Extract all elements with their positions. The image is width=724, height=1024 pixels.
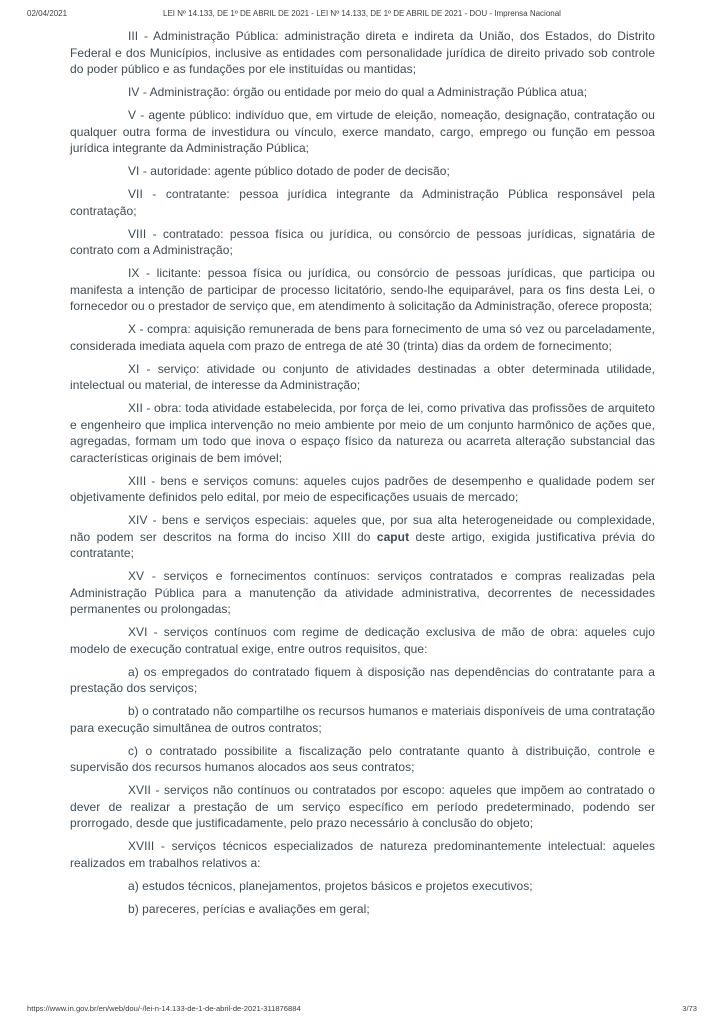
paragraph-text: b) o contratado não compartilhe os recursos humanos e materiais disponíveis de uma contratação para execução simultânea de outros contratos; <box>70 704 655 735</box>
paragraph <box>70 878 655 895</box>
paragraph <box>70 838 655 871</box>
paragraph-text: IV - Administração: órgão ou entidade por meio do qual a Administração Pública atua; <box>128 85 588 99</box>
paragraph <box>70 226 655 259</box>
paragraph-text: VIII - contratado: pessoa física ou jurídica, ou consórcio de pessoas jurídicas, signatária de contrato com a Administração; <box>70 226 655 257</box>
paragraph <box>70 664 655 697</box>
header-title: LEI Nº 14.133, DE 1º DE ABRIL DE 2021 - LEI Nº 14.133, DE 1º DE ABRIL DE 2021 - DOU - Imprensa Nacional <box>163 9 561 18</box>
paragraph-text: XI - serviço: atividade ou conjunto de atividades destinadas a obter determinada utilidade, intelectual ou material, de interesse da Administração; <box>70 361 655 392</box>
paragraph <box>70 186 655 219</box>
paragraph-text: b) pareceres, perícias e avaliações em geral; <box>128 901 370 916</box>
paragraph-text: IX - licitante: pessoa física ou jurídica, ou consórcio de pessoas jurídicas, que participa ou manifesta a intenção de participar de processo licitatório, sendo-lhe equiparável, para os fins desta Lei, o fornecedor ou o prestador de serviço que, em atendimento à solicitação da Administração, oferece proposta; <box>70 266 655 313</box>
paragraph-text: XV - serviços e fornecimentos contínuos: serviços contratados e compras realizadas pela Administração Pública para a manutenção da atividade administrativa, decorrentes de necessidades permanentes ou prolongadas; <box>70 569 655 616</box>
paragraph-text: XVIII - serviços técnicos especializados de natureza predominantemente intelectual: aqueles realizados em trabalhos relativos a: <box>70 839 655 870</box>
paragraph-text: a) os empregados do contratado fiquem à disposição nas dependências do contratante para a prestação dos serviços; <box>70 664 655 695</box>
paragraph <box>70 624 655 657</box>
footer-page-number: 3/73 <box>682 1004 697 1013</box>
paragraph <box>70 28 655 78</box>
paragraph <box>70 473 655 506</box>
paragraph-text: X - compra: aquisição remunerada de bens para fornecimento de uma só vez ou parceladamente, considerada imediata aquela com prazo de entrega de até 30 (trinta) dias da ordem de fornecimento; <box>70 322 655 353</box>
paragraph-text: XVII - serviços não contínuos ou contratados por escopo: aqueles que impõem ao contratado o dever de realizar a prestação de um serviço específico em período predeterminado, podendo ser prorrogado, desde que justificadamente, pelo prazo necessário à conclusão do objeto; <box>70 783 655 830</box>
document-body <box>70 28 655 924</box>
paragraph-text: VI - autoridade: agente público dotado de poder de decisão; <box>128 164 450 178</box>
paragraph <box>70 163 655 180</box>
paragraph-text: c) o contratado possibilite a fiscalização pelo contratante quanto à distribuição, controle e supervisão dos recursos humanos alocados aos seus contratos; <box>70 743 655 774</box>
paragraph <box>70 512 655 562</box>
paragraph <box>70 265 655 315</box>
paragraph-text: XVI - serviços contínuos com regime de dedicação exclusiva de mão de obra: aqueles cujo modelo de execução contratual exige, entre outros requisitos, que: <box>70 625 655 656</box>
paragraph <box>70 568 655 618</box>
paragraph-text: deste artigo, exigida justificativa prévia do contratante; <box>70 529 655 560</box>
paragraph-text: VII - contratante: pessoa jurídica integrante da Administração Pública responsável pela contratação; <box>70 187 655 218</box>
paragraph-text: V - agente público: indivíduo que, em virtude de eleição, nomeação, designação, contratação ou qualquer outra forma de investidura ou vínculo, exerce mandato, cargo, emprego ou função em pessoa jurídica integrante da Administração Pública; <box>70 108 655 155</box>
paragraph <box>70 361 655 394</box>
paragraph <box>70 107 655 157</box>
paragraph <box>70 400 655 466</box>
paragraph-text: III - Administração Pública: administração direta e indireta da União, dos Estados, do Distrito Federal e dos Municípios, inclusive as entidades com personalidade jurídica de direito privado sob controle do poder público e as fundações por ele instituídas ou mantidas; <box>70 29 655 76</box>
paragraph-bold-text: caput <box>376 529 410 544</box>
paragraph-text: XIV - bens e serviços especiais: aqueles que, por sua alta heterogeneidade ou complexidade, não podem ser descritos na forma do inciso XIII do <box>70 513 655 544</box>
header-date: 02/04/2021 <box>27 9 68 18</box>
paragraph <box>70 321 655 354</box>
paragraph-text: a) estudos técnicos, planejamentos, projetos básicos e projetos executivos; <box>128 878 533 893</box>
paragraph-text: XII - obra: toda atividade estabelecida, por força de lei, como privativa das profissões de arquiteto e engenheiro que implica intervenção no meio ambiente por meio de um conjunto harmônico de ações que, agregadas, formam um todo que inova o espaço físico da natureza ou acarreta alteração substancial das características originais de bem imóvel; <box>70 401 655 465</box>
paragraph <box>70 703 655 736</box>
paragraph <box>70 782 655 832</box>
paragraph <box>70 901 655 918</box>
paragraph <box>70 84 655 101</box>
paragraph-text: XIII - bens e serviços comuns: aqueles cujos padrões de desempenho e qualidade podem ser objetivamente definidos pelo edital, por meio de especificações usuais de mercado; <box>70 473 655 504</box>
print-footer <box>0 1003 724 1013</box>
paragraph <box>70 743 655 776</box>
footer-url: https://www.in.gov.br/en/web/dou/-/lei-n-14.133-de-1-de-abril-de-2021-311876884 <box>27 1004 301 1013</box>
print-header <box>0 9 724 21</box>
